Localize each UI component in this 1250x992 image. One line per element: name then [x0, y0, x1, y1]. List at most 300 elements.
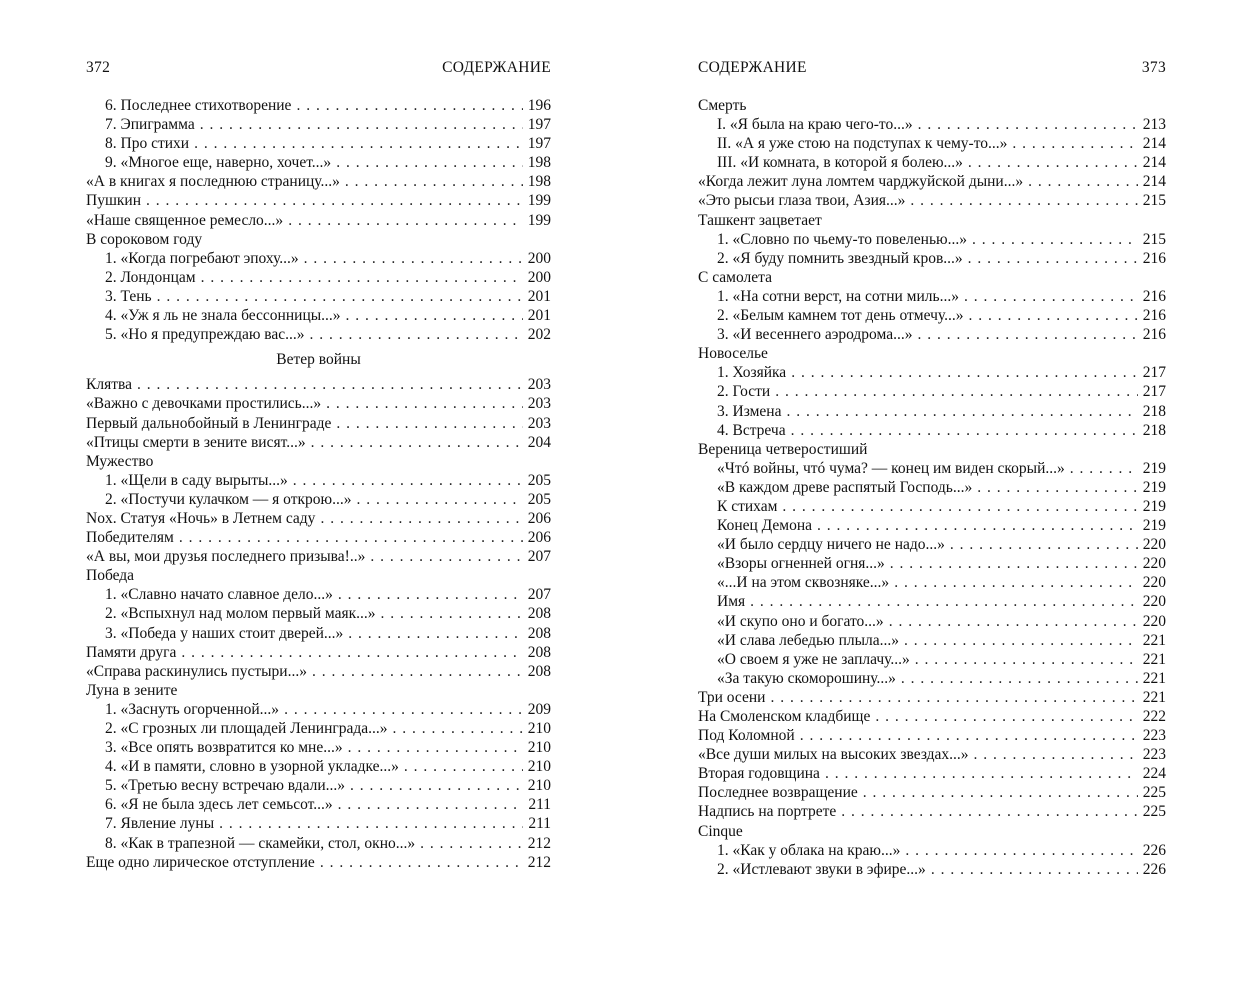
toc-entry-title: Nox. Статуя «Ночь» в Летнем саду	[86, 509, 316, 527]
toc-entry-title: 2. «Я буду помнить звездный кров...»	[717, 249, 963, 267]
dot-leader	[420, 834, 523, 853]
dot-leader	[841, 802, 1137, 821]
dot-leader	[137, 375, 523, 394]
toc-entry-title: 8. «Как в трапезной — скамейки, стол, окно...»	[105, 834, 416, 852]
toc-entry-title: 1. Хозяйка	[717, 364, 787, 382]
toc-entry	[698, 745, 1166, 764]
toc-entry-page: 221	[1142, 631, 1166, 649]
dot-leader	[800, 726, 1138, 745]
dot-leader	[890, 554, 1138, 573]
toc-entry-title: «Птицы смерти в зените висят...»	[86, 433, 306, 451]
toc-entry-title: 1. «Когда погребают эпоху...»	[105, 249, 299, 267]
toc-entry-page: 221	[1142, 669, 1166, 687]
toc-entry	[86, 414, 551, 433]
dot-leader	[326, 394, 523, 413]
dot-leader	[968, 249, 1138, 268]
left-page	[86, 0, 551, 992]
dot-leader	[817, 516, 1138, 535]
toc-entry-title: Вторая годовщина	[698, 765, 820, 783]
toc-entry-page: 210	[527, 739, 551, 757]
toc-entry-page: 215	[1142, 230, 1166, 248]
toc-entry-page: 214	[1142, 135, 1166, 153]
toc-entry-page: 201	[527, 287, 551, 305]
toc-entry-page: 198	[527, 173, 551, 191]
toc-entry-title: Три осени	[698, 688, 766, 706]
dot-leader	[336, 414, 522, 433]
toc-entry	[86, 375, 551, 394]
toc-entry-title: «Это рысьи глаза твои, Азия...»	[698, 192, 906, 210]
toc-entry-page: 196	[527, 97, 551, 114]
toc-entry-page: 203	[527, 414, 551, 432]
toc-entry	[86, 738, 551, 757]
toc-entry-page: 224	[1142, 765, 1166, 783]
dot-leader	[345, 172, 523, 191]
toc-entry-title: I. «Я была на краю чего-то...»	[717, 116, 913, 134]
dot-leader	[181, 643, 522, 662]
toc-entry-title: 7. Эпиграмма	[105, 116, 195, 134]
page-number: 373	[1141, 59, 1166, 76]
toc-entry-page: 213	[1142, 116, 1166, 134]
toc-entry-title: 9. «Многое еще, наверно, хочет...»	[105, 154, 332, 172]
dot-leader	[782, 497, 1137, 516]
toc-entry-title: Имя	[717, 593, 746, 611]
toc-entry-page: 201	[527, 307, 551, 325]
toc-entry-title: 1. «На сотни верст, на сотни миль...»	[717, 287, 959, 305]
toc-entry	[698, 421, 1166, 440]
toc-entry	[698, 478, 1166, 497]
toc-entry-page: 222	[1142, 708, 1166, 725]
toc-entry-title: II. «А я уже стою на подступах к чему-то...»	[717, 135, 1008, 153]
toc-entry-title: 3. Измена	[717, 402, 782, 420]
toc-entry-page: 202	[527, 326, 551, 344]
toc-entry	[698, 134, 1166, 153]
dot-leader	[875, 707, 1137, 726]
toc-entry-page: 200	[527, 268, 551, 286]
toc-entry-page: 219	[1142, 459, 1166, 477]
toc-entry-page: 199	[527, 192, 551, 210]
dot-leader	[894, 573, 1138, 592]
dot-leader	[931, 860, 1138, 879]
toc-entry-page: 216	[1142, 307, 1166, 325]
toc-entry-title: 1. «Как у облака на краю...»	[717, 841, 901, 859]
toc-entry	[698, 191, 1166, 210]
dot-leader	[1070, 459, 1138, 478]
toc-entry-title: «Чтó войны, чтó чума? — конец им виден скорый...»	[717, 459, 1065, 477]
toc-entry-page: 211	[528, 815, 551, 833]
toc-entry	[698, 764, 1166, 783]
toc-entry-title: Надпись на портрете	[698, 803, 837, 821]
dot-leader	[338, 795, 524, 814]
toc-entry-title: На Смоленском кладбище	[698, 708, 871, 725]
toc-entry	[86, 528, 551, 547]
dot-leader	[370, 547, 522, 566]
toc-entry	[86, 211, 551, 230]
dot-leader	[157, 287, 523, 306]
toc-entry	[86, 490, 551, 509]
dot-leader	[974, 745, 1138, 764]
toc-entry	[698, 554, 1166, 573]
toc-entry-title: 4. «Уж я ль не знала бессонницы...»	[105, 307, 341, 325]
right-page	[698, 0, 1166, 992]
dot-leader	[968, 306, 1137, 325]
toc-entry-page: 208	[527, 643, 551, 661]
toc-entry	[86, 776, 551, 795]
dot-leader	[791, 363, 1138, 382]
toc-entry	[86, 585, 551, 604]
dot-leader	[775, 382, 1138, 401]
toc-entry-title: 2. «С грозных ли площадей Ленинграда...»	[105, 720, 388, 737]
toc-entry-title: 5. «Но я предупреждаю вас...»	[105, 326, 305, 344]
toc-entry	[86, 394, 551, 413]
toc-entry-title: 2. «Белым камнем тот день отмечу...»	[717, 307, 964, 325]
toc-entry-page: 212	[527, 853, 551, 871]
toc-entry-title: Конец Демона	[717, 517, 813, 535]
dot-leader	[964, 287, 1138, 306]
toc-entry-title: «И было сердцу ничего не надо...»	[717, 536, 945, 554]
dot-leader	[381, 604, 523, 623]
toc-entry-title: 1. «Щели в саду вырыты...»	[105, 471, 288, 489]
toc-entry-title: 2. «Постучи кулачком — я открою...»	[105, 490, 352, 508]
dot-leader	[825, 764, 1138, 783]
toc-entry-title: «Когда лежит луна ломтем чарджуйской дыни...»	[698, 173, 1024, 191]
toc-entry-title: «Взоры огненней огня...»	[717, 555, 885, 573]
toc-entry	[698, 688, 1166, 707]
toc-entry-page: 214	[1142, 154, 1166, 172]
toc-group-heading: Мужество	[86, 452, 154, 470]
toc-entry	[698, 860, 1166, 879]
toc-entry-title: К стихам	[717, 497, 778, 515]
toc-entry	[86, 172, 551, 191]
toc-entry-page: 206	[527, 509, 551, 527]
toc-entry-title: 1. «Словно по чьему-то повеленью...»	[717, 230, 967, 248]
toc-entry-page: 220	[1142, 593, 1166, 611]
toc-entry	[698, 841, 1166, 860]
toc-group-heading: Смерть	[698, 97, 747, 114]
toc-entry-page: 199	[527, 211, 551, 229]
toc-entry-page: 210	[527, 720, 551, 737]
toc-entry-page: 197	[527, 116, 551, 134]
toc-entry-title: 3. «И весеннего аэродрома...»	[717, 326, 913, 344]
toc-entry	[86, 115, 551, 134]
toc-entry-page: 211	[528, 796, 551, 814]
toc-entry	[698, 363, 1166, 382]
dot-leader	[968, 153, 1138, 172]
toc-entry-page: 221	[1142, 650, 1166, 668]
dot-leader	[320, 509, 522, 528]
dot-leader	[296, 96, 522, 115]
dot-leader	[311, 433, 523, 452]
toc-entry-page: 203	[527, 395, 551, 413]
toc-entry	[86, 719, 551, 738]
toc-group-heading: Ташкент зацветает	[698, 211, 822, 229]
dot-leader	[977, 478, 1138, 497]
toc-entry-title: 6. «Я не была здесь лет семьсот...»	[105, 796, 333, 814]
toc-entry-title: 8. Про стихи	[105, 135, 190, 153]
toc-entry-title: «Все души милых на высоких звездах...»	[698, 746, 969, 764]
toc-entry	[86, 471, 551, 490]
toc-entry-title: 2. «Истлевают звуки в эфире...»	[717, 860, 926, 878]
toc-entry	[86, 191, 551, 210]
toc-entry-title: Еще одно лирическое отступление	[86, 853, 315, 871]
toc-entry-page: 216	[1142, 326, 1166, 344]
dot-leader	[404, 757, 523, 776]
toc-entry-page: 220	[1142, 536, 1166, 554]
toc-entry-page: 220	[1142, 612, 1166, 630]
dot-leader	[288, 211, 523, 230]
toc-entry-page: 208	[527, 624, 551, 642]
toc-entry	[86, 433, 551, 452]
toc-entry	[86, 624, 551, 643]
toc-entry-page: 210	[527, 777, 551, 795]
toc-entry	[86, 853, 551, 872]
toc-entry-page: 204	[527, 433, 551, 451]
toc-entry	[698, 650, 1166, 669]
toc-entry	[86, 643, 551, 662]
toc-entry-title: Первый дальнобойный в Ленинграде	[86, 414, 332, 432]
toc-entry	[86, 757, 551, 776]
toc-entry	[86, 306, 551, 325]
toc-entry	[698, 382, 1166, 401]
dot-leader	[336, 153, 523, 172]
dot-leader	[889, 612, 1138, 631]
dot-leader	[304, 249, 523, 268]
toc-entry	[698, 573, 1166, 592]
toc-entry-title: «...И на этом сквозняке...»	[717, 574, 890, 592]
toc-entry	[698, 612, 1166, 631]
toc-entry-title: 1. «Заснуть огорченной...»	[105, 700, 280, 718]
dot-leader	[972, 230, 1138, 249]
toc-section-heading: Ветер войны	[276, 351, 361, 369]
toc-entry-page: 216	[1142, 249, 1166, 267]
toc-entry-page: 215	[1142, 192, 1166, 210]
toc-group-heading: Победа	[86, 567, 135, 585]
toc-entry-title: «И скупо оно и богато...»	[717, 612, 884, 630]
dot-leader	[750, 592, 1138, 611]
toc-entry	[698, 783, 1166, 802]
toc-entry-page: 210	[527, 758, 551, 776]
toc-entry	[698, 153, 1166, 172]
toc-entry-page: 207	[527, 586, 551, 604]
dot-leader	[200, 115, 523, 134]
toc-entry	[698, 726, 1166, 745]
toc-entry-title: 2. Гости	[717, 383, 771, 401]
toc-entry-page: 220	[1142, 574, 1166, 592]
toc-entry-title: 3. «Победа у наших стоит дверей...»	[105, 624, 344, 642]
toc-entry	[698, 592, 1166, 611]
toc-entry	[86, 249, 551, 268]
toc-entry-page: 226	[1142, 841, 1166, 859]
toc-entry-page: 212	[527, 834, 551, 852]
toc-entry	[698, 707, 1166, 726]
toc-entry-page: 206	[527, 529, 551, 547]
toc-entry-title: Пушкин	[86, 192, 141, 210]
toc-entry-title: 2. «Вспыхнул над молом первый маяк...»	[105, 605, 376, 623]
dot-leader	[348, 624, 522, 643]
toc-entry	[698, 669, 1166, 688]
dot-leader	[393, 719, 523, 738]
dot-leader	[338, 585, 523, 604]
toc-entry-page: 221	[1142, 688, 1166, 706]
toc-entry	[698, 172, 1166, 191]
toc-entry-page: 203	[527, 376, 551, 394]
toc-entry-page: 216	[1142, 287, 1166, 305]
dot-leader	[146, 191, 523, 210]
toc-entry-title: Клятва	[86, 376, 132, 394]
dot-leader	[320, 853, 523, 872]
toc-entry-page: 220	[1142, 555, 1166, 573]
toc-entry	[698, 535, 1166, 554]
toc-entry	[86, 547, 551, 566]
toc-entry	[698, 287, 1166, 306]
toc-entry-page: 218	[1142, 421, 1166, 439]
toc-entry-page: 208	[527, 605, 551, 623]
dot-leader	[901, 669, 1138, 688]
dot-leader	[293, 471, 523, 490]
toc-group-heading: Вереница четверостиший	[698, 440, 868, 458]
running-header: СОДЕРЖАНИЕ	[698, 59, 807, 76]
dot-leader	[219, 814, 523, 833]
toc-entry	[86, 604, 551, 623]
toc-entry-page: 200	[527, 249, 551, 267]
toc-entry-page: 219	[1142, 497, 1166, 515]
toc-entry-title: «Важно с девочками простились...»	[86, 395, 322, 413]
toc-entry	[86, 834, 551, 853]
toc-entry-title: Памяти друга	[86, 643, 177, 661]
running-header: СОДЕРЖАНИЕ	[442, 59, 551, 76]
toc-entry-page: 205	[527, 471, 551, 489]
toc-entry-title: «Наше священное ремесло...»	[86, 211, 284, 229]
toc-entry-title: Последнее возвращение	[698, 784, 858, 802]
toc-entry	[86, 662, 551, 681]
toc-group-heading: С самолета	[698, 268, 772, 286]
toc-entry-page: 197	[527, 135, 551, 153]
toc-entry-page: 225	[1142, 803, 1166, 821]
toc-entry	[86, 325, 551, 344]
toc-entry	[698, 516, 1166, 535]
dot-leader	[918, 115, 1138, 134]
toc-entry-title: «А в книгах я последнюю страницу...»	[86, 173, 340, 191]
dot-leader	[356, 490, 522, 509]
toc-group-heading: В сороковом году	[86, 230, 203, 248]
toc-entry-title: 2. Лондонцам	[105, 268, 196, 286]
toc-entry-title: Под Коломной	[698, 727, 795, 745]
toc-entry-title: 4. Встреча	[717, 421, 786, 439]
table-of-contents	[86, 96, 551, 872]
toc-entry-title: «Справа раскинулись пустыри...»	[86, 662, 307, 680]
toc-entry-page: 225	[1142, 784, 1166, 802]
dot-leader	[904, 631, 1138, 650]
dot-leader	[284, 700, 523, 719]
left-page-header	[86, 59, 551, 81]
dot-leader	[310, 325, 523, 344]
dot-leader	[348, 738, 523, 757]
toc-entry-page: 208	[527, 662, 551, 680]
toc-entry	[86, 134, 551, 153]
toc-entry-page: 214	[1142, 173, 1166, 191]
toc-entry	[86, 814, 551, 833]
toc-entry-title: 3. Тень	[105, 287, 152, 305]
toc-entry-title: «О своем я уже не заплачу...»	[717, 650, 910, 668]
toc-entry	[698, 802, 1166, 821]
toc-entry-title: 4. «И в памяти, словно в узорной укладке...»	[105, 758, 399, 776]
toc-entry	[698, 402, 1166, 421]
dot-leader	[201, 268, 523, 287]
dot-leader	[1028, 172, 1138, 191]
toc-group-heading: Луна в зените	[86, 681, 178, 699]
toc-entry-page: 223	[1142, 746, 1166, 764]
toc-entry-page: 218	[1142, 402, 1166, 420]
page-number: 372	[86, 59, 111, 76]
right-page-header	[698, 59, 1166, 81]
toc-entry-page: 219	[1142, 517, 1166, 535]
dot-leader	[770, 688, 1137, 707]
toc-entry-page: 209	[527, 700, 551, 718]
toc-entry	[698, 230, 1166, 249]
toc-entry-title: Победителям	[86, 529, 174, 547]
toc-entry	[86, 153, 551, 172]
table-of-contents	[698, 96, 1166, 879]
dot-leader	[910, 191, 1137, 210]
dot-leader	[1012, 134, 1137, 153]
toc-entry-page: 223	[1142, 727, 1166, 745]
toc-entry	[698, 306, 1166, 325]
toc-entry	[698, 325, 1166, 344]
dot-leader	[786, 402, 1137, 421]
toc-entry-page: 217	[1142, 383, 1166, 401]
toc-entry	[698, 115, 1166, 134]
toc-entry-title: «В каждом древе распятый Господь...»	[717, 478, 973, 496]
toc-entry-page: 226	[1142, 860, 1166, 878]
toc-entry	[86, 96, 551, 115]
dot-leader	[917, 325, 1137, 344]
toc-entry	[86, 268, 551, 287]
toc-entry	[86, 509, 551, 528]
toc-entry-page: 217	[1142, 364, 1166, 382]
toc-entry-page: 198	[527, 154, 551, 172]
toc-entry-page: 219	[1142, 478, 1166, 496]
toc-entry-title: «А вы, мои друзья последнего призыва!..»	[86, 548, 366, 566]
dot-leader	[312, 662, 523, 681]
dot-leader	[179, 528, 523, 547]
dot-leader	[194, 134, 523, 153]
toc-entry-title: 7. Явление луны	[105, 815, 215, 833]
dot-leader	[863, 783, 1138, 802]
dot-leader	[791, 421, 1138, 440]
dot-leader	[346, 306, 523, 325]
toc-entry	[86, 287, 551, 306]
toc-entry-title: 3. «Все опять возвратится ко мне...»	[105, 739, 343, 757]
toc-entry-title: 1. «Славно начато славное дело...»	[105, 586, 333, 604]
toc-entry	[698, 497, 1166, 516]
toc-entry	[698, 249, 1166, 268]
toc-entry-title: 5. «Третью весну встречаю вдали...»	[105, 777, 346, 795]
toc-entry-title: III. «И комната, в которой я болею...»	[717, 154, 963, 172]
toc-entry	[698, 631, 1166, 650]
dot-leader	[950, 535, 1138, 554]
toc-entry-title: «За такую скоморошину...»	[717, 669, 896, 687]
toc-entry-page: 205	[527, 490, 551, 508]
dot-leader	[905, 841, 1137, 860]
toc-group-heading: Новоселье	[698, 345, 768, 363]
dot-leader	[915, 650, 1138, 669]
dot-leader	[350, 776, 523, 795]
toc-entry-title: 6. Последнее стихотворение	[105, 97, 292, 114]
toc-group-heading: Cinque	[698, 822, 743, 840]
toc-entry	[698, 459, 1166, 478]
toc-entry-title: «И слава лебедью плыла...»	[717, 631, 899, 649]
toc-entry	[86, 700, 551, 719]
toc-entry-page: 207	[527, 548, 551, 566]
